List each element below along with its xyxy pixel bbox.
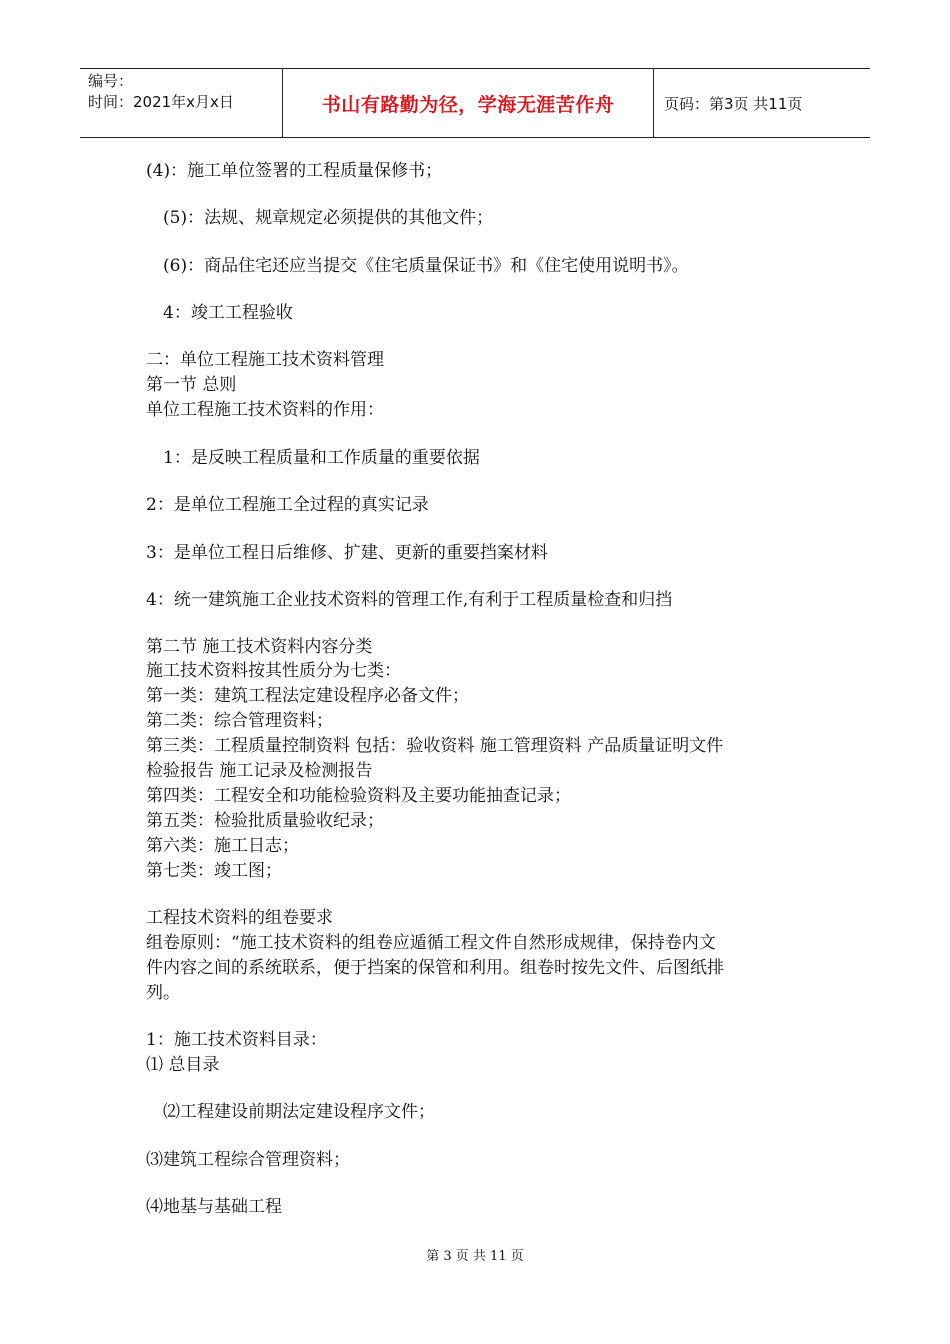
header-divider (653, 69, 654, 137)
list-item: 4：统一建筑施工企业技术资料的管理工作,有利于工程质量检查和归挡 (146, 590, 673, 610)
section-heading: 第二节 施工技术资料内容分类 (146, 637, 373, 657)
paragraph-line: 单位工程施工技术资料的作用： (146, 400, 384, 420)
paragraph-line: (4)：施工单位签署的工程质量保修书； (146, 161, 443, 181)
list-item: 第七类：竣工图； (146, 861, 282, 881)
list-item: ⑵工程建设前期法定建设程序文件； (163, 1102, 435, 1122)
header-info (88, 71, 278, 113)
page-footer: 第 3 页 共 11 页 (426, 1249, 524, 1264)
list-item: ⑷地基与基础工程 (146, 1197, 282, 1217)
list-item: 第三类：工程质量控制资料 包括：验收资料 施工管理资料 产品质量证明文件 (146, 736, 724, 756)
number-label: 编号： (88, 72, 134, 90)
section-heading: 工程技术资料的组卷要求 (146, 908, 333, 928)
list-item: 1：是反映工程质量和工作质量的重要依据 (163, 448, 480, 468)
list-item: 第六类：施工日志； (146, 836, 299, 856)
header-page-number: 页码：第3页 共11页 (664, 94, 803, 113)
paragraph-line: (6)：商品住宅还应当提交《住宅质量保证书》和《住宅使用说明书》。 (163, 256, 689, 276)
list-item: 第一类：建筑工程法定建设程序必备文件； (146, 686, 469, 706)
list-item: 2：是单位工程施工全过程的真实记录 (146, 495, 429, 515)
list-item: ⑴ 总目录 (146, 1055, 220, 1075)
paragraph-line: 1：施工技术资料目录： (146, 1030, 327, 1050)
paragraph-line: 件内容之间的系统联系，便于挡案的保管和利用。组卷时按先文件、后图纸排 (146, 958, 724, 978)
paragraph-line: 组卷原则：“施工技术资料的组卷应遁循工程文件自然形成规律，保持卷内文 (146, 933, 716, 953)
paragraph-line: 列。 (146, 983, 180, 1003)
list-item: 第五类：检验批质量验收纪录； (146, 811, 384, 831)
header-motto: 书山有路勤为径，学海无涯苦作舟 (321, 93, 615, 116)
time-label: 时间：2021年x月x日 (88, 93, 234, 111)
list-item: 检验报告 施工记录及检测报告 (146, 761, 373, 781)
list-item: 第二类：综合管理资料； (146, 711, 333, 731)
list-item: ⑶建筑工程综合管理资料； (146, 1150, 350, 1170)
section-heading: 二：单位工程施工技术资料管理 (146, 350, 384, 370)
list-item: 第四类：工程安全和功能检验资料及主要功能抽查记录； (146, 786, 571, 806)
list-item: 3：是单位工程日后维修、扩建、更新的重要挡案材料 (146, 543, 548, 563)
paragraph-line: 施工技术资料按其性质分为七类： (146, 661, 401, 681)
paragraph-line: (5)：法规、规章规定必须提供的其他文件； (163, 208, 494, 228)
page-header (80, 68, 870, 138)
paragraph-line: 4：竣工工程验收 (163, 303, 293, 323)
section-heading: 第一节 总则 (146, 375, 237, 395)
